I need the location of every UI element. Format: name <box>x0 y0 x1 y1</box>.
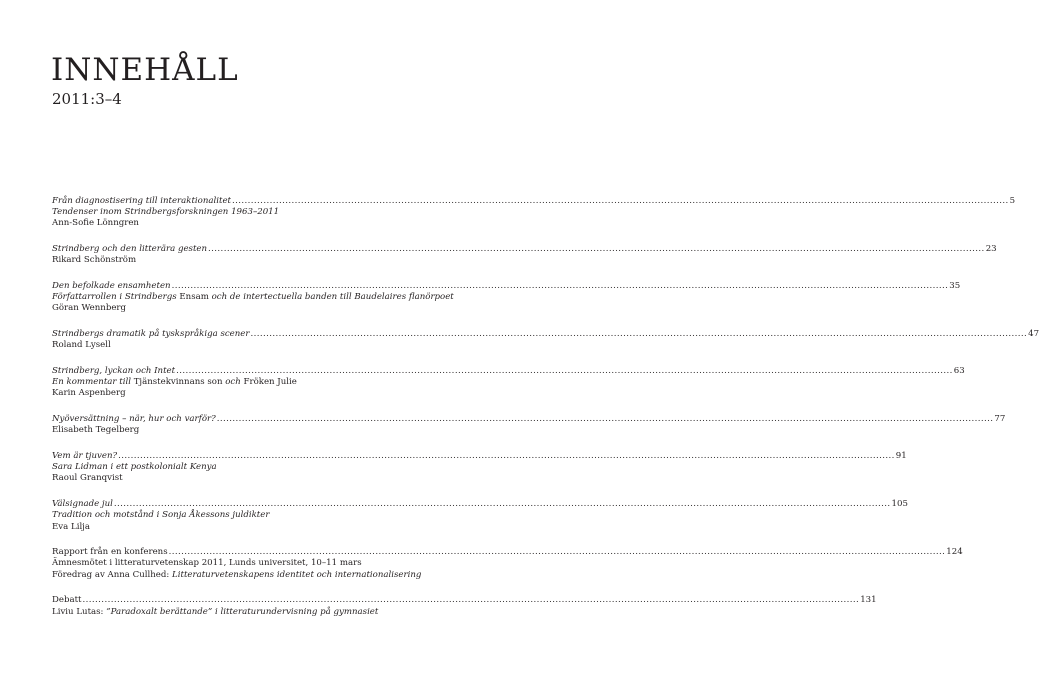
dot-leader <box>83 595 860 606</box>
toc-entry-title: Strindbergs dramatik på tyskspråkiga scener <box>52 329 250 340</box>
toc-entry <box>52 595 877 617</box>
toc-entry-text-segment: Ämnesmötet i litteraturvetenskap 2011, Lunds universitet, 10–11 mars <box>52 558 362 569</box>
toc-entry-title-row <box>52 595 877 606</box>
toc-entry-text-segment: Fröken Julie <box>243 377 297 388</box>
toc-entry-text-segment: Göran Wennberg <box>52 303 127 314</box>
toc-entry-subline <box>52 303 418 314</box>
toc-entry-subline <box>52 558 418 569</box>
toc-entry-page-number: 91 <box>895 451 907 462</box>
toc-entry-title: Strindberg och den litterära gesten <box>52 244 208 255</box>
dot-leader <box>176 366 953 377</box>
toc-entry-title-row <box>52 244 997 255</box>
toc-entry-title-row <box>52 196 1016 207</box>
toc-entry-page-number: 124 <box>946 547 963 558</box>
toc-entry-page-number: 47 <box>1028 329 1039 340</box>
toc-entry-page-number: 63 <box>953 366 965 377</box>
toc-entry <box>52 281 961 315</box>
toc-entry-title-row <box>52 366 965 377</box>
toc-entry-title: Från diagnostisering till interaktionalitet <box>52 196 231 206</box>
toc-entry <box>52 451 907 485</box>
dot-leader <box>232 196 1009 207</box>
toc-entry <box>52 547 963 581</box>
toc-entry-text-segment: En kommentar till <box>52 377 134 388</box>
dot-leader <box>114 499 891 510</box>
toc-entry-text-segment: och <box>222 377 244 388</box>
toc-entry-subline <box>52 377 418 388</box>
toc-entry-title: Debatt <box>52 595 82 606</box>
toc-entry-subline <box>52 255 418 266</box>
toc-entry-text-segment: ”Paradoxalt berättande” i litteraturundervisning på gymnasiet <box>106 606 379 617</box>
toc-entry-title: Välsignade jul <box>52 499 113 510</box>
issue-number: 2011:3–4 <box>52 90 122 108</box>
toc-entry-page-number: 35 <box>949 281 961 292</box>
toc-entry-subline <box>52 522 418 533</box>
toc-entry <box>52 414 1006 436</box>
toc-entry-title-row <box>52 414 1006 425</box>
toc-entry <box>52 329 1039 351</box>
toc-entry-title: Rapport från en konferens <box>52 547 168 558</box>
toc-entry-subline <box>52 218 418 229</box>
toc-entry-text-segment: Ensam <box>179 292 209 303</box>
toc-entry <box>52 244 997 266</box>
toc-entry-text-segment: Sara Lidman i ett postkolonialt Kenya <box>52 462 217 473</box>
toc-entry <box>52 366 965 400</box>
dot-leader <box>172 281 949 292</box>
toc-entry-subline <box>52 473 418 484</box>
table-of-contents <box>52 196 1039 632</box>
toc-entry-title: Vem är tjuven? <box>52 451 118 462</box>
toc-entry-subline <box>52 292 454 303</box>
toc-entry-text-segment: Roland Lysell <box>52 340 111 351</box>
toc-entry-text-segment: Tendenser inom Strindbergsforskningen 1963–2011 <box>52 207 280 218</box>
toc-entry-title: Nyöversättning – när, hur och varför? <box>52 414 216 425</box>
toc-entry-title: Strindberg, lyckan och Intet <box>52 366 176 377</box>
toc-entry-text-segment: Liviu Lutas: <box>52 606 107 617</box>
toc-entry-text-segment: Karin Aspenberg <box>52 388 126 399</box>
toc-entry-subline <box>52 510 418 521</box>
toc-entry-subline <box>52 607 418 618</box>
dot-leader <box>208 244 985 255</box>
toc-entry-title-row <box>52 547 963 558</box>
dot-leader <box>169 547 946 558</box>
toc-entry-subline <box>52 207 418 218</box>
toc-entry-text-segment: Litteraturvetenskapens identitet och internationalisering <box>172 569 422 580</box>
toc-entry-text-segment: Föredrag av Anna Cullhed: <box>52 569 173 580</box>
dot-leader <box>217 414 994 425</box>
page-title: INNEHÅLL <box>51 52 239 88</box>
toc-entry-title: Den befolkade ensamheten <box>52 281 171 292</box>
toc-entry-page-number: 105 <box>891 499 908 510</box>
toc-entry-page-number: 77 <box>994 414 1006 425</box>
toc-entry-text-segment: Elisabeth Tegelberg <box>52 425 140 436</box>
toc-entry-page-number: 131 <box>860 595 877 606</box>
toc-entry-text-segment: Tjänstekvinnans son <box>133 377 223 388</box>
toc-entry-page-number: 5 <box>1009 196 1016 206</box>
toc-entry-title-row <box>52 329 1039 340</box>
toc-entry-text-segment: Raoul Granqvist <box>52 473 123 484</box>
toc-entry-text-segment: Tradition och motstånd i Sonja Åkessons juldikter <box>52 510 270 521</box>
toc-entry <box>52 499 908 533</box>
toc-entry-title-row <box>52 281 961 292</box>
toc-entry-text-segment: och de intertectuella banden till Baudelaires flanörpoet <box>208 292 454 303</box>
toc-entry-text-segment: Ann-Sofie Lönngren <box>52 218 139 229</box>
dot-leader <box>251 329 1028 340</box>
toc-entry-subline <box>52 388 418 399</box>
toc-entry-text-segment: Rikard Schönström <box>52 255 137 266</box>
toc-entry-title-row <box>52 451 907 462</box>
toc-entry-subline <box>52 425 418 436</box>
toc-entry-text-segment: Författarrollen i Strindbergs <box>52 292 180 303</box>
toc-entry <box>52 196 1016 230</box>
dot-leader <box>118 451 895 462</box>
toc-entry-title-row <box>52 499 908 510</box>
toc-entry-text-segment: Eva Lilja <box>52 521 90 532</box>
toc-entry-subline <box>52 569 422 581</box>
toc-entry-page-number: 23 <box>985 244 997 255</box>
toc-entry-subline <box>52 340 418 351</box>
toc-entry-subline <box>52 462 418 473</box>
